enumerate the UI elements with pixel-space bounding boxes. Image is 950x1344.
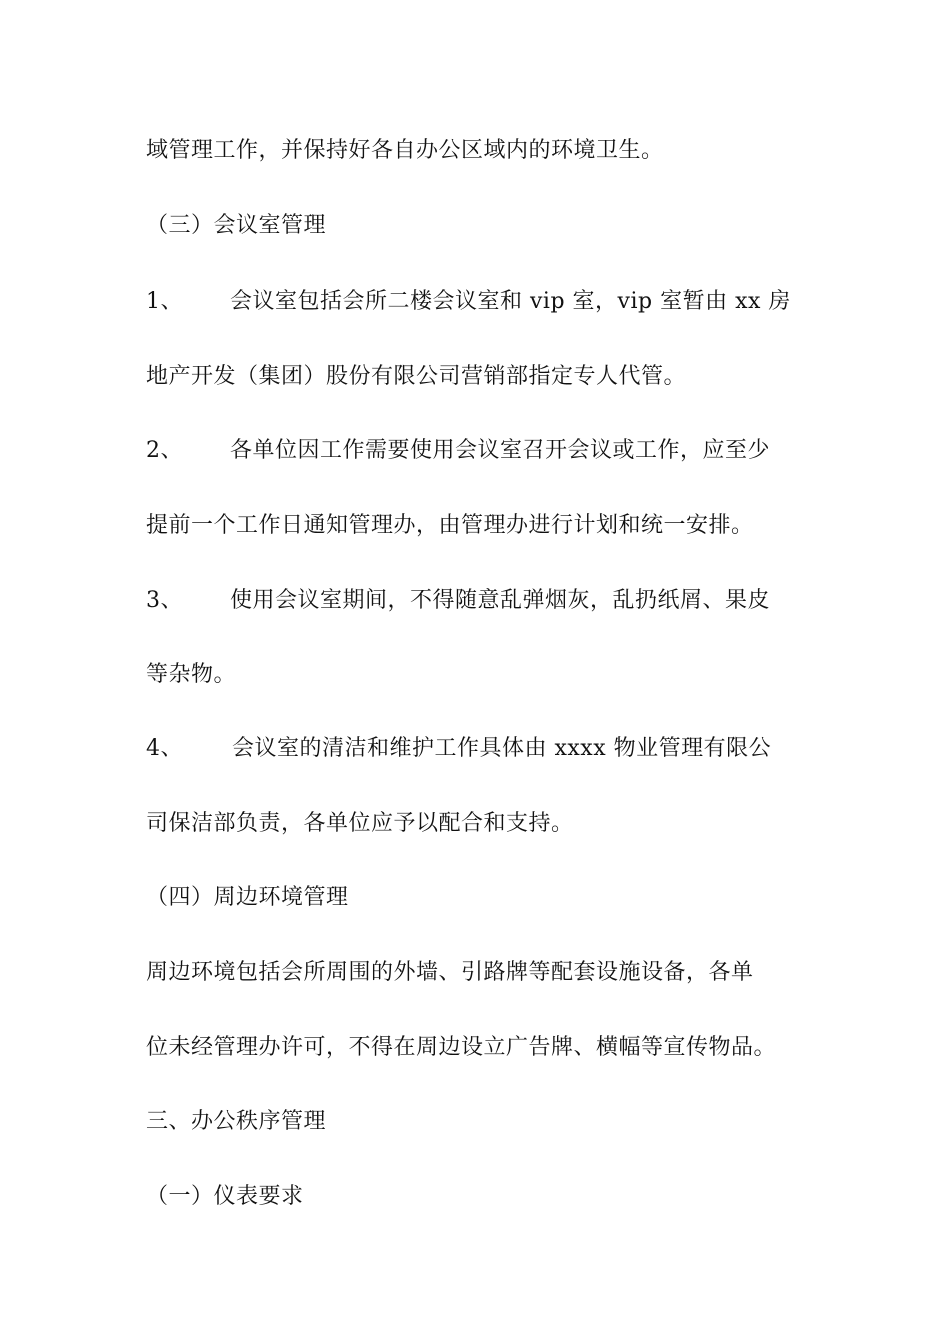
list-number: 3、 (146, 588, 183, 613)
line-text: 周边环境包括会所周围的外墙、引路牌等配套设施设备，各单 (146, 960, 754, 985)
heading-text: 三、办公秩序管理 (146, 1109, 327, 1134)
line-text: 各单位因工作需要使用会议室召开会议或工作，应至少 (230, 438, 771, 463)
section-heading (146, 883, 349, 913)
section-heading (146, 1107, 326, 1137)
line-text: 提前一个工作日通知管理办，由管理办进行计划和统一安排。 (146, 513, 754, 538)
list-number: 1、 (146, 289, 183, 314)
paragraph-line (146, 809, 574, 839)
list-item-3 (146, 586, 770, 616)
line-text: 使用会议室期间，不得随意乱弹烟灰，乱扔纸屑、果皮 (230, 588, 771, 613)
line-text: 司保洁部负责，各单位应予以配合和支持。 (146, 811, 574, 836)
line-text: 会议室的清洁和维护工作具体由 xxxx 物业管理有限公 (232, 736, 772, 761)
line-text: 等杂物。 (146, 662, 237, 687)
heading-text: （四）周边环境管理 (146, 885, 349, 910)
heading-text: （三）会议室管理 (146, 213, 327, 238)
list-item-1 (146, 287, 791, 317)
paragraph-line (146, 660, 236, 690)
paragraph-line (146, 136, 664, 166)
heading-text: （一）仪表要求 (146, 1184, 304, 1209)
paragraph-line (146, 362, 686, 392)
line-text: 地产开发（集团）股份有限公司营销部指定专人代管。 (146, 364, 687, 389)
line-text: 位未经管理办许可，不得在周边设立广告牌、横幅等宣传物品。 (146, 1035, 777, 1060)
list-number: 4、 (146, 736, 183, 761)
list-number: 2、 (146, 438, 183, 463)
list-item-2 (146, 436, 770, 466)
paragraph-line (146, 511, 754, 541)
line-text: 域管理工作，并保持好各自办公区域内的环境卫生。 (146, 138, 664, 163)
line-text: 会议室包括会所二楼会议室和 vip 室，vip 室暂由 xx 房 (230, 289, 791, 314)
paragraph-line (146, 958, 754, 988)
list-item-4 (146, 734, 771, 764)
section-heading (146, 211, 326, 241)
paragraph-line (146, 1033, 776, 1063)
section-heading (146, 1182, 304, 1212)
